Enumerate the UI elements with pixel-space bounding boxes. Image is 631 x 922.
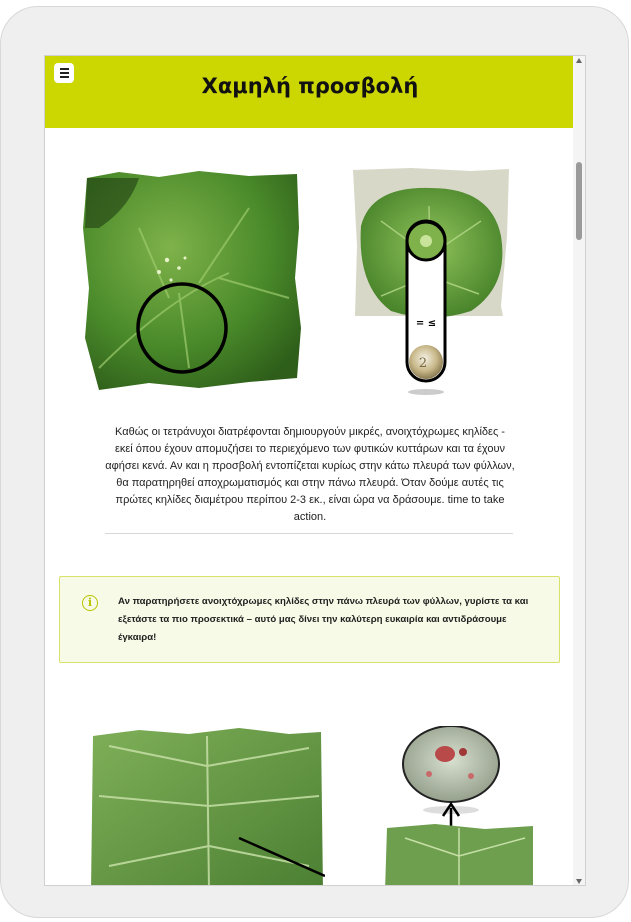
vertical-scrollbar[interactable] <box>573 56 585 886</box>
coin-scale-label: = ≤ <box>415 318 437 329</box>
coin-glyph: 2 <box>418 356 428 371</box>
leaf-underside-image <box>89 726 325 886</box>
scroll-up-icon[interactable] <box>576 58 582 63</box>
body-paragraph: Καθώς οι τετράνυχοι διατρέφονται δημιουργούν μικρές, ανοιχτόχρωμες κηλίδες - εκεί όπου έχουν απομυζήσει το περιεχόμενο των φυτικών κυττάρων και τα έχουν αφήσει κενά. Αν και η προσβολή εντοπίζεται κυρίως στην κάτω πλευρά των φύλλων, θα παρατηρηθεί αποχρωματισμός και στην πάνω πλευρά. Όταν δούμε αυτές τις πρώτες κηλίδες διαμέτρου περίπου 2-3 εκ., είναι ώρα να δράσουμε. time to take action. <box>105 426 515 523</box>
tablet-frame <box>0 6 629 918</box>
section-divider <box>105 533 513 534</box>
hamburger-menu-icon <box>60 68 69 70</box>
mite-magnified-image <box>385 726 535 886</box>
info-callout <box>59 576 560 663</box>
info-callout-text: Αν παρατηρήσετε ανοιχτόχρωμες κηλίδες στην πάνω πλευρά των φύλλων, γυρίστε τα και εξετάστε τα πιο προσεκτικά – αυτό μας δίνει την καλύτερη ευκαιρία και αντιδράσουμε έγκαιρα! <box>118 596 529 643</box>
scroll-down-icon[interactable] <box>576 879 582 884</box>
leaf-spots-image <box>79 168 304 393</box>
info-icon: i <box>82 595 98 611</box>
leaf-coin-scale-image <box>351 166 511 401</box>
page-title: Χαμηλή προσβολή <box>201 74 419 98</box>
page-header <box>45 56 575 128</box>
scrollbar-thumb[interactable] <box>576 162 582 240</box>
app-screen <box>44 55 586 886</box>
